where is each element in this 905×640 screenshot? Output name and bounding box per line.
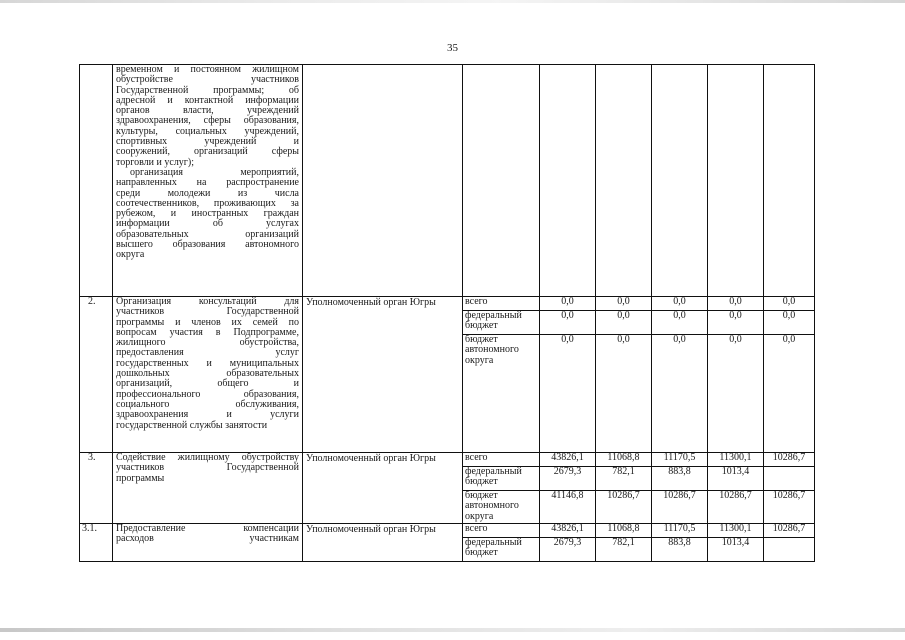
desc-line: образовательных организаций xyxy=(116,228,299,240)
desc-line: Организация консультаций для xyxy=(116,296,299,307)
desc-line: спортивных учреждений и xyxy=(116,136,299,148)
value-cell: 0,0 xyxy=(764,297,815,311)
desc-line: рубежом, и иностранных граждан xyxy=(116,208,299,220)
value-cell: 0,0 xyxy=(652,335,708,453)
value-cell: 11300,1 xyxy=(708,524,764,538)
value-cell: 0,0 xyxy=(708,335,764,453)
value-cell xyxy=(708,65,764,297)
row-number: 3. xyxy=(80,453,113,524)
desc-line: предоставления услуг xyxy=(116,347,299,359)
scan-edge-top xyxy=(0,0,905,3)
table-row-3-1-total xyxy=(80,524,815,538)
value-cell: 1013,4 xyxy=(708,467,764,491)
desc-line: органов власти, учреждений xyxy=(116,105,299,117)
funding-source-total: всего xyxy=(463,524,540,538)
value-cell: 883,8 xyxy=(652,467,708,491)
desc-line: жилищного обустройства, xyxy=(116,337,299,349)
value-cell: 2679,3 xyxy=(540,467,596,491)
desc-line: направленных на распространение xyxy=(116,177,299,189)
value-cell: 1013,4 xyxy=(708,538,764,562)
value-cell: 10286,7 xyxy=(708,491,764,524)
value-cell xyxy=(540,65,596,297)
value-cell: 0,0 xyxy=(540,311,596,335)
activity-description xyxy=(113,297,303,453)
funding-source-regional: бюджет автономного округа xyxy=(463,491,540,524)
funding-source-federal: федеральный бюджет xyxy=(463,538,540,562)
desc-line: Содействие жилищному обустройству xyxy=(116,452,299,463)
row-number-cell xyxy=(80,65,113,297)
value-cell: 0,0 xyxy=(764,311,815,335)
desc-line: социального обслуживания, xyxy=(116,398,299,410)
responsible-executor: Уполномоченный орган Югры xyxy=(303,524,463,562)
value-cell xyxy=(764,65,815,297)
scan-edge-bottom xyxy=(0,628,905,632)
value-cell xyxy=(764,538,815,562)
value-cell: 0,0 xyxy=(764,335,815,453)
value-cell: 11300,1 xyxy=(708,453,764,467)
value-cell xyxy=(596,65,652,297)
value-cell: 0,0 xyxy=(708,297,764,311)
value-cell xyxy=(764,467,815,491)
value-cell: 11170,5 xyxy=(652,453,708,467)
desc-line: государственных и муниципальных xyxy=(116,357,299,369)
activity-description-continued xyxy=(113,65,303,297)
program-activities-table xyxy=(79,64,815,562)
desc-line: адресной и контактной информации xyxy=(116,94,299,106)
table-row-3-total xyxy=(80,453,815,467)
row-number: 3.1. xyxy=(80,524,113,562)
activity-description xyxy=(113,524,303,562)
desc-line: дошкольных образовательных xyxy=(116,368,299,380)
funding-source-cell xyxy=(463,65,540,297)
activity-description xyxy=(113,453,303,524)
value-cell: 0,0 xyxy=(708,311,764,335)
desc-line: временном и постоянном жилищном xyxy=(116,64,299,75)
value-cell xyxy=(652,65,708,297)
value-cell: 10286,7 xyxy=(764,524,815,538)
responsible-cell xyxy=(303,65,463,297)
value-cell: 10286,7 xyxy=(764,453,815,467)
table-row-2-total xyxy=(80,297,815,311)
desc-line: организация мероприятий, xyxy=(130,166,299,178)
desc-line: здравоохранения и услуги xyxy=(116,409,299,421)
desc-line: Предоставление компенсации xyxy=(116,523,299,534)
table-row-continuation xyxy=(80,65,815,297)
funding-source-federal: федеральный бюджет xyxy=(463,311,540,335)
desc-line: профессионального образования, xyxy=(116,388,299,400)
value-cell: 2679,3 xyxy=(540,538,596,562)
desc-line: вопросам участия в Подпрограмме, xyxy=(116,326,299,338)
responsible-executor: Уполномоченный орган Югры xyxy=(303,297,463,453)
value-cell: 0,0 xyxy=(652,297,708,311)
value-cell: 41146,8 xyxy=(540,491,596,524)
row-number: 2. xyxy=(80,297,113,453)
value-cell: 11068,8 xyxy=(596,524,652,538)
desc-line: информации об услугах xyxy=(116,218,299,230)
value-cell: 782,1 xyxy=(596,538,652,562)
desc-line: участников Государственной xyxy=(116,306,299,318)
value-cell: 782,1 xyxy=(596,467,652,491)
value-cell: 0,0 xyxy=(596,311,652,335)
desc-line: торговли и услуг); xyxy=(116,156,195,168)
desc-line: здравоохранения, сферы образования, xyxy=(116,115,299,127)
value-cell: 10286,7 xyxy=(764,491,815,524)
value-cell: 10286,7 xyxy=(652,491,708,524)
desc-line: Государственной программы; об xyxy=(116,84,299,96)
funding-source-regional: бюджет автономного округа xyxy=(463,335,540,453)
funding-source-total: всего xyxy=(463,453,540,467)
funding-source-federal: федеральный бюджет xyxy=(463,467,540,491)
desc-line: обустройстве участников xyxy=(116,74,299,86)
value-cell: 0,0 xyxy=(652,311,708,335)
value-cell: 43826,1 xyxy=(540,524,596,538)
value-cell: 0,0 xyxy=(540,297,596,311)
responsible-executor: Уполномоченный орган Югры xyxy=(303,453,463,524)
value-cell: 10286,7 xyxy=(596,491,652,524)
value-cell: 0,0 xyxy=(596,297,652,311)
desc-line: культуры, социальных учреждений, xyxy=(116,125,299,137)
value-cell: 0,0 xyxy=(596,335,652,453)
desc-line: государственной службы занятости xyxy=(116,419,268,431)
desc-line: соотечественников, проживающих за xyxy=(116,197,299,209)
desc-line: программы xyxy=(116,472,165,484)
desc-line: сооружений, организаций сферы xyxy=(116,146,299,158)
desc-line: программы и членов их семей по xyxy=(116,316,299,328)
desc-line: организаций, общего и xyxy=(116,378,299,390)
desc-line: участников Государственной xyxy=(116,462,299,474)
value-cell: 43826,1 xyxy=(540,453,596,467)
value-cell: 11068,8 xyxy=(596,453,652,467)
page-number: 35 xyxy=(447,42,458,54)
value-cell: 883,8 xyxy=(652,538,708,562)
desc-line: округа xyxy=(116,249,145,261)
funding-source-total: всего xyxy=(463,297,540,311)
value-cell: 11170,5 xyxy=(652,524,708,538)
desc-line: высшего образования автономного xyxy=(116,239,299,251)
value-cell: 0,0 xyxy=(540,335,596,453)
desc-line: среди молодежи из числа xyxy=(116,187,299,199)
desc-line: расходов участникам xyxy=(116,533,299,545)
